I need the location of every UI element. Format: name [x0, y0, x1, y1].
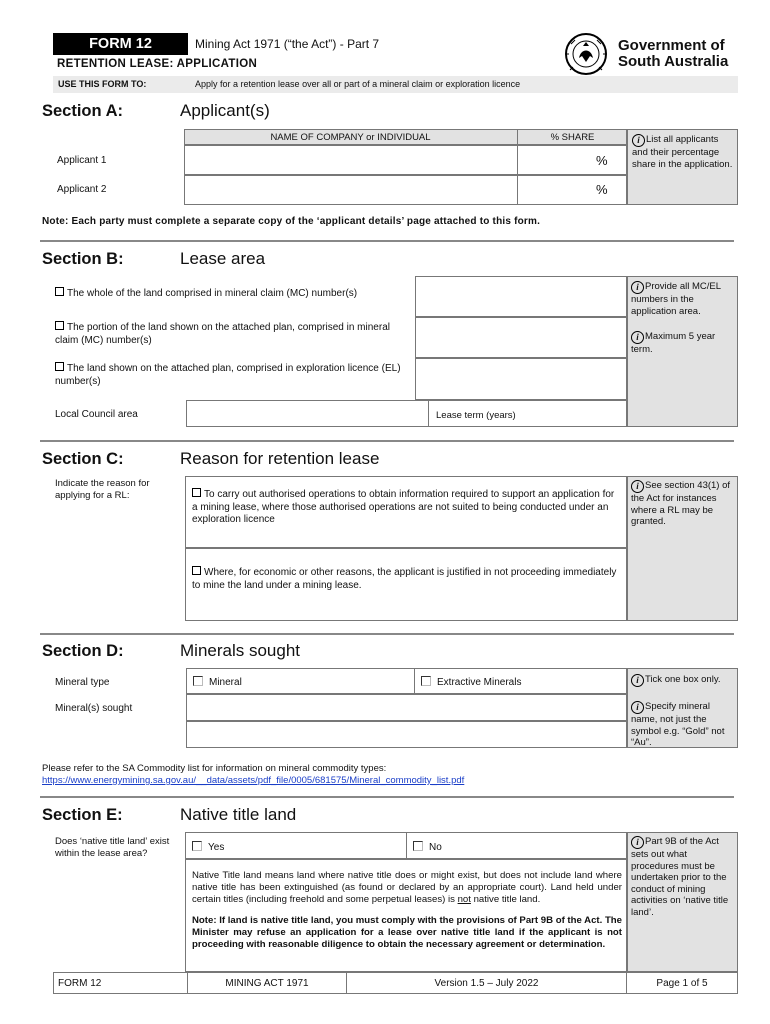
native-title-warning: Note: If land is native title land, you must comply with the provisions of Part 9B of the Act. The Minister may refuse an application for a lease over native title land if the applicant is not proceeding with reasonable diligence to obtain the necessary agreement or determination.: [192, 915, 622, 950]
use-form-text: Apply for a retention lease over all or part of a mineral claim or exploration licence: [195, 79, 521, 89]
reason-option-1[interactable]: [192, 488, 622, 527]
commodity-list-link[interactable]: https://www.energymining.sa.gov.au/__data/assets/pdf_file/0005/681575/Mineral_commodity_list.pdf: [42, 775, 465, 786]
council-field[interactable]: [186, 400, 429, 427]
el-number-field[interactable]: [415, 358, 627, 400]
info-icon: i: [631, 480, 644, 493]
applicant-2-label: Applicant 2: [57, 184, 107, 195]
native-no-option[interactable]: [413, 841, 442, 853]
section-e-title: Native title land: [180, 805, 297, 824]
minerals-sought-field-1[interactable]: [186, 694, 627, 721]
native-def-text-a: Native Title land means land where native title does or might exist, but does not include land where native title has been extinguished (as found or declared by an appropriate court). Land held under certain titles (including freehold and some perpetual leases) is: [192, 870, 622, 905]
reason-option-2-text: Where, for economic or other reasons, the applicant is justified in not proceeding immediately to mine the land under a mining lease.: [192, 567, 617, 591]
info-icon: i: [631, 281, 644, 294]
col-share-header: % SHARE: [550, 132, 595, 143]
section-a-title: Applicant(s): [180, 101, 270, 120]
native-title-question: Does ‘native title land’ exist within the lease area?: [55, 836, 170, 859]
section-d-note-1-text: Tick one box only.: [645, 674, 721, 685]
lease-option-3-text: The land shown on the attached plan, comprised in exploration licence (EL) number(s): [55, 363, 401, 387]
divider-b: [40, 440, 734, 442]
council-label: Local Council area: [55, 409, 138, 420]
native-no-text: No: [429, 842, 442, 853]
minerals-sought-label: Mineral(s) sought: [55, 703, 133, 714]
checkbox-icon[interactable]: [55, 287, 64, 296]
lease-option-2[interactable]: [55, 321, 407, 347]
info-icon: i: [631, 331, 644, 344]
native-def-not: not: [457, 894, 471, 905]
applicant-1-share-field[interactable]: [517, 145, 627, 175]
extractive-option[interactable]: [421, 676, 521, 688]
lease-option-1[interactable]: [55, 287, 407, 301]
reason-option-1-text: To carry out authorised operations to obtain information required to support an application for a mining lease, where those authorised operations are not suited to being conducted under an exploration licence: [192, 489, 615, 525]
applicant-1-name-field[interactable]: [184, 145, 518, 175]
checkbox-icon[interactable]: [192, 566, 201, 575]
divider-d: [40, 796, 734, 798]
section-a-note-text: List all applicants and their percentage share in the application.: [632, 134, 733, 170]
page-title: RETENTION LEASE: APPLICATION: [57, 58, 258, 70]
sa-crest-logo: [563, 32, 609, 76]
section-d-title: Minerals sought: [180, 641, 301, 660]
lease-option-3[interactable]: [55, 362, 407, 388]
info-icon: i: [631, 836, 644, 849]
section-b-title: Lease area: [180, 249, 266, 268]
col-name-header: NAME OF COMPANY or INDIVIDUAL: [270, 132, 431, 143]
mineral-option[interactable]: [193, 676, 242, 688]
percent-sign-1: %: [596, 153, 608, 168]
reason-option-2[interactable]: [192, 566, 622, 592]
use-form-label: USE THIS FORM TO:: [58, 79, 147, 89]
government-name: [618, 38, 728, 70]
footer-version: Version 1.5 – July 2022: [434, 978, 539, 989]
section-a-note: [632, 134, 734, 170]
section-b-note-1: [631, 281, 735, 317]
applicant-1-label: Applicant 1: [57, 155, 107, 166]
indicate-reason-label: Indicate the reason for applying for a RL:: [55, 478, 150, 501]
section-e-note-text: Part 9B of the Act sets out what procedures must be undertaken prior to the conduct of mining activities on ‘native title land’.: [631, 836, 729, 918]
native-yes-option[interactable]: [192, 841, 224, 853]
percent-sign-2: %: [596, 182, 608, 197]
mineral-option-text: Mineral: [209, 677, 242, 688]
lease-option-2-text: The portion of the land shown on the attached plan, comprised in mineral claim (MC) number(s): [55, 322, 390, 346]
gov-line-2: South Australia: [618, 53, 729, 70]
section-e-note: [631, 836, 735, 918]
section-b-note-1-text: Provide all MC/EL numbers in the application area.: [631, 281, 721, 317]
checkbox-icon[interactable]: [421, 676, 431, 686]
checkbox-icon[interactable]: [55, 321, 64, 330]
minerals-sought-field-2[interactable]: [186, 721, 627, 748]
party-note: Note: Each party must complete a separate copy of the ‘applicant details’ page attached to this form.: [42, 216, 541, 227]
mc-number-field-2[interactable]: [415, 317, 627, 358]
section-a-label: Section A:: [42, 102, 123, 120]
checkbox-icon[interactable]: [192, 488, 201, 497]
native-yes-text: Yes: [208, 842, 225, 853]
section-c-note-text: See section 43(1) of the Act for instances where a RL may be granted.: [631, 480, 731, 527]
native-title-definition: [192, 870, 622, 906]
section-d-label: Section D:: [42, 642, 124, 660]
gov-line-1: Government of: [618, 37, 725, 54]
mc-number-field-1[interactable]: [415, 276, 627, 317]
commodity-refer-text: Please refer to the SA Commodity list for information on mineral commodity types:: [42, 763, 387, 774]
info-icon: i: [631, 674, 644, 687]
section-d-note-1: [631, 674, 735, 687]
applicant-2-name-field[interactable]: [184, 175, 518, 205]
form-number-badge: FORM 12: [53, 33, 188, 55]
checkbox-icon[interactable]: [55, 362, 64, 371]
form-subtitle: Mining Act 1971 (“the Act”) - Part 7: [195, 37, 380, 51]
divider-c: [40, 633, 734, 635]
section-b-note-2: [631, 331, 735, 356]
section-b-note-2-text: Maximum 5 year term.: [631, 331, 716, 355]
divider-a: [40, 240, 734, 242]
info-icon: i: [631, 701, 644, 714]
footer-form: FORM 12: [58, 978, 102, 989]
checkbox-icon[interactable]: [413, 841, 423, 851]
checkbox-icon[interactable]: [193, 676, 203, 686]
native-def-text-b: native title land.: [470, 894, 541, 905]
footer-page: Page 1 of 5: [656, 978, 708, 989]
section-d-note-2-text: Specify mineral name, not just the symbol e.g. “Gold” not “Au”.: [631, 701, 725, 748]
lease-option-1-text: The whole of the land comprised in mineral claim (MC) number(s): [67, 288, 358, 299]
mineral-type-label: Mineral type: [55, 677, 110, 688]
footer-act: MINING ACT 1971: [225, 978, 309, 989]
section-c-title: Reason for retention lease: [180, 449, 380, 468]
section-c-label: Section C:: [42, 450, 124, 468]
section-b-label: Section B:: [42, 250, 124, 268]
section-e-label: Section E:: [42, 806, 123, 824]
section-d-note-2: [631, 701, 735, 749]
applicant-2-share-field[interactable]: [517, 175, 627, 205]
checkbox-icon[interactable]: [192, 841, 202, 851]
info-icon: i: [632, 134, 645, 147]
lease-term-label: Lease term (years): [436, 410, 516, 421]
extractive-option-text: Extractive Minerals: [437, 677, 522, 688]
section-c-note: [631, 480, 735, 528]
